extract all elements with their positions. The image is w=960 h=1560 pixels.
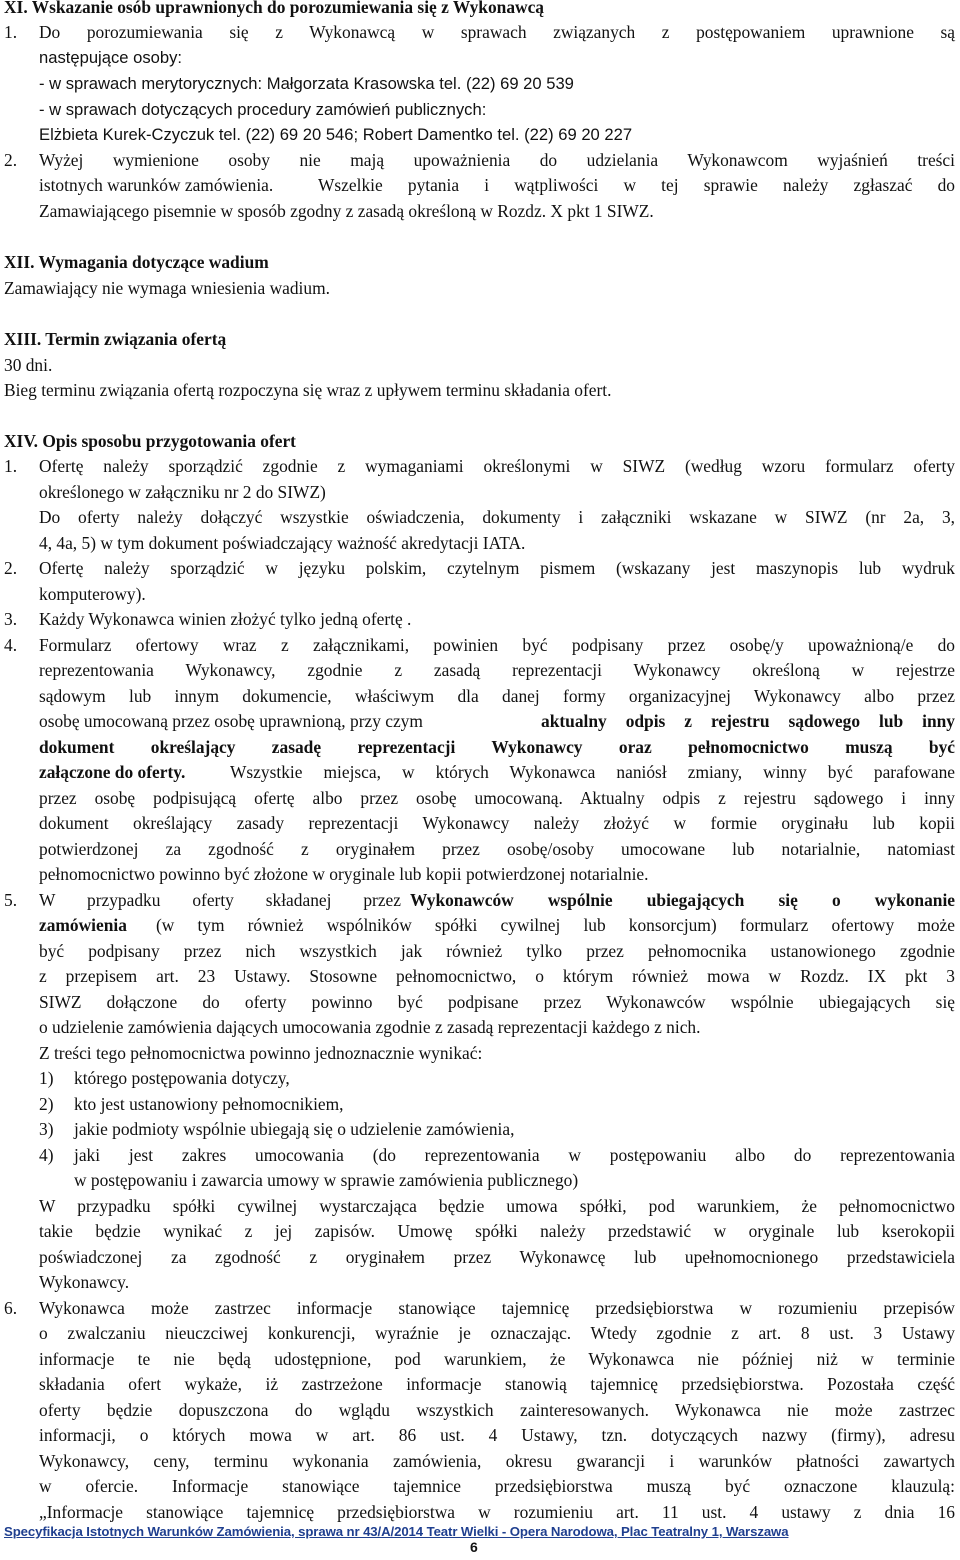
paragraph-line: (w tym również wspólników spółki cywilnej lub konsorcjum) formularz ofertowy może	[156, 915, 955, 935]
list-number: 2.	[4, 150, 18, 170]
list-number: 5.	[4, 890, 18, 910]
paragraph-line: przez osobę podpisującą ofertę albo przez osobę umocowaną. Aktualny odpis z rejestru sądowego i inny	[39, 788, 955, 808]
sublist-number: 2)	[39, 1094, 54, 1114]
paragraph-line: Do porozumiewania się z Wykonawcą w sprawach związanych z postępowaniem uprawnione są	[39, 22, 955, 42]
paragraph-line: Wykonawcy.	[39, 1272, 130, 1292]
paragraph-line: Wykonawca może zastrzec informacje stanowiące tajemnicę przedsiębiorstwa w rozumieniu przepisów	[39, 1298, 955, 1318]
list-number: 6.	[4, 1298, 18, 1318]
bold-phrase: zamówienia	[39, 915, 127, 935]
list-number: 2.	[4, 558, 18, 578]
paragraph-line: Bieg terminu związania ofertą rozpoczyna się wraz z upływem terminu składania ofert.	[4, 380, 612, 400]
paragraph-line: Wszelkie pytania i wątpliwości w tej sprawie należy zgłaszać do	[318, 175, 955, 195]
paragraph-line: Zamawiający nie wymaga wniesienia wadium.	[4, 278, 330, 298]
paragraph-line: oferty będzie dopuszczona do wglądu wszystkich zainteresowanych. Wykonawca nie może zastrzec	[39, 1400, 955, 1420]
paragraph-line: informacji, o których mowa w art. 86 ust. 4 Ustawy, tzn. dotyczących nazwy (firmy), adresu	[39, 1425, 955, 1445]
paragraph-line: następujące osoby:	[39, 48, 182, 67]
paragraph-line: sądowym lub innym dokumencie, właściwym dla danej formy organizacyjnej Wykonawcy albo przez	[39, 686, 955, 706]
paragraph-line: Wszystkie miejsca, w których Wykonawca naniósł zmiany, winny być parafowane	[230, 762, 955, 782]
sublist-item: jakie podmioty wspólnie ubiegają się o udzielenie zamówienia,	[74, 1119, 515, 1139]
paragraph-line: Ofertę należy sporządzić zgodnie z wymaganiami określonymi w SIWZ (według wzoru formularz oferty	[39, 456, 955, 476]
paragraph-line: składania ofert wykaże, iż zastrzeżone informacje stanowią tajemnicę przedsiębiorstwa. Pozostała część	[39, 1374, 955, 1394]
paragraph-line: poświadczonej za zgodność z oryginałem przez Wykonawcę lub upełnomocnionego przedstawiciela	[39, 1247, 955, 1267]
contact-line-procedure: - w sprawach dotyczących procedury zamówień publicznych:	[39, 100, 487, 119]
paragraph-line: W przypadku spółki cywilnej wystarczająca będzie umowa spółki, pod warunkiem, że pełnomocnictwo	[39, 1196, 955, 1216]
paragraph-line: W przypadku oferty składanej przez	[39, 890, 401, 910]
paragraph-line: z przepisem art. 23 Ustawy. Stosowne pełnomocnictwo, o którym również mowa w Rozdz. IX pkt 3	[39, 966, 955, 986]
sublist-item: kto jest ustanowiony pełnomocnikiem,	[74, 1094, 344, 1114]
paragraph-line: Wyżej wymienione osoby nie mają upoważnienia do udzielania Wykonawcom wyjaśnień treści	[39, 150, 955, 170]
paragraph-line: istotnych warunków zamówienia.	[39, 175, 274, 195]
paragraph-line: Zamawiającego pisemnie w sposób zgodny z zasadą określoną w Rozdz. X pkt 1 SIWZ.	[39, 201, 654, 221]
bold-phrase: Wykonawców wspólnie ubiegających się o wykonanie	[410, 890, 955, 910]
paragraph-line: Do oferty należy dołączyć wszystkie oświadczenia, dokumenty i załączniki wskazane w SIWZ (nr 2a, 3,	[39, 507, 955, 527]
paragraph-line: osobę umocowaną przez osobę uprawnioną, przy czym	[39, 711, 423, 731]
paragraph-line: Ofertę należy sporządzić w języku polskim, czytelnym pismem (wskazany jest maszynopis lub wydruk	[39, 558, 955, 578]
bold-phrase: aktualny odpis z rejestru sądowego lub inny	[541, 711, 955, 731]
paragraph-line: Każdy Wykonawca winien złożyć tylko jedną ofertę .	[39, 609, 412, 629]
section-heading-xiv: XIV. Opis sposobu przygotowania ofert	[4, 431, 296, 451]
sublist-item: jaki jest zakres umocowania (do reprezentowania w postępowaniu albo do reprezentowania	[74, 1145, 955, 1165]
bold-phrase: załączone do oferty.	[39, 762, 186, 782]
paragraph-line: być podpisany przez nich wszystkich jak również tylko przez pełnomocnika ustanowionego zgodnie	[39, 941, 955, 961]
paragraph-line: dokument określający zasady reprezentacji Wykonawcy należy złożyć w formie oryginału lub kopii	[39, 813, 955, 833]
page-number: 6	[470, 1539, 478, 1555]
bold-phrase: dokument określający zasadę reprezentacji Wykonawcy oraz pełnomocnictwo muszą być	[39, 737, 955, 757]
sublist-number: 3)	[39, 1119, 54, 1139]
section-heading-xii: XII. Wymagania dotyczące wadium	[4, 252, 269, 272]
contact-line-names: Elżbieta Kurek-Czyczuk tel. (22) 69 20 546; Robert Damentko tel. (22) 69 20 227	[39, 125, 633, 144]
paragraph-line: w ofercie. Informacje stanowiące tajemnice przedsiębiorstwa muszą być oznaczone klauzulą:	[39, 1476, 955, 1496]
list-number: 1.	[4, 456, 18, 476]
section-heading-xi: XI. Wskazanie osób uprawnionych do porozumiewania się z Wykonawcą	[4, 0, 544, 17]
sublist-item: w postępowaniu i zawarcia umowy w sprawie zamówienia publicznego)	[74, 1170, 579, 1190]
list-number: 4.	[4, 635, 18, 655]
page-footer: Specyfikacja Istotnych Warunków Zamówienia, sprawa nr 43/A/2014 Teatr Wielki - Opera Narodowa, Plac Teatralny 1, Warszawa	[4, 1524, 789, 1539]
paragraph-line: o udzielenie zamówienia dających umocowania zgodnie z zasadą reprezentacji każdego z nich.	[39, 1017, 701, 1037]
paragraph-line: określonego w załączniku nr 2 do SIWZ)	[39, 482, 326, 502]
paragraph-line: „Informacje stanowiące tajemnicę przedsiębiorstwa w rozumieniu art. 11 ust. 4 ustawy z dnia 16	[39, 1502, 955, 1522]
sublist-number: 1)	[39, 1068, 54, 1088]
paragraph-line: Z treści tego pełnomocnictwa powinno jednoznacznie wynikać:	[39, 1043, 483, 1063]
paragraph-line: SIWZ dołączone do oferty powinno być podpisane przez Wykonawców wspólnie ubiegających się	[39, 992, 955, 1012]
paragraph-line: Wykonawcy, ceny, terminu wykonania zamówienia, okresu gwarancji i warunków płatności zawartych	[39, 1451, 955, 1471]
paragraph-line: reprezentowania Wykonawcy, zgodnie z zasadą reprezentacji Wykonawcy określoną w rejestrze	[39, 660, 955, 680]
paragraph-line: komputerowy).	[39, 584, 146, 604]
paragraph-line: o zwalczaniu nieuczciwej konkurencji, wyraźnie je oznaczając. Wtedy zgodnie z art. 8 ust. 3 Ustawy	[39, 1323, 955, 1343]
paragraph-line: takie będzie wynikać z jej zapisów. Umowę spółki należy przedstawić w oryginale lub kserokopii	[39, 1221, 955, 1241]
paragraph-line: Formularz ofertowy wraz z załącznikami, powinien być podpisany przez osobę/y upoważnioną/e do	[39, 635, 955, 655]
list-number: 3.	[4, 609, 18, 629]
list-number: 1.	[4, 22, 18, 42]
paragraph-line: 30 dni.	[4, 355, 53, 375]
paragraph-line: pełnomocnictwo powinno być złożone w oryginale lub kopii potwierdzonej notarialnie.	[39, 864, 649, 884]
paragraph-line: potwierdzonej za zgodność z oryginałem przez osobę/osoby umocowane lub notarialnie, natomiast	[39, 839, 955, 859]
sublist-item: którego postępowania dotyczy,	[74, 1068, 290, 1088]
sublist-number: 4)	[39, 1145, 54, 1165]
section-heading-xiii: XIII. Termin związania ofertą	[4, 329, 227, 349]
contact-line-merit: - w sprawach merytorycznych: Małgorzata Krasowska tel. (22) 69 20 539	[39, 74, 574, 93]
paragraph-line: informacje te nie będą udostępnione, pod warunkiem, że Wykonawca nie później niż w terminie	[39, 1349, 955, 1369]
paragraph-line: 4, 4a, 5) w tym dokument poświadczający ważność akredytacji IATA.	[39, 533, 526, 553]
